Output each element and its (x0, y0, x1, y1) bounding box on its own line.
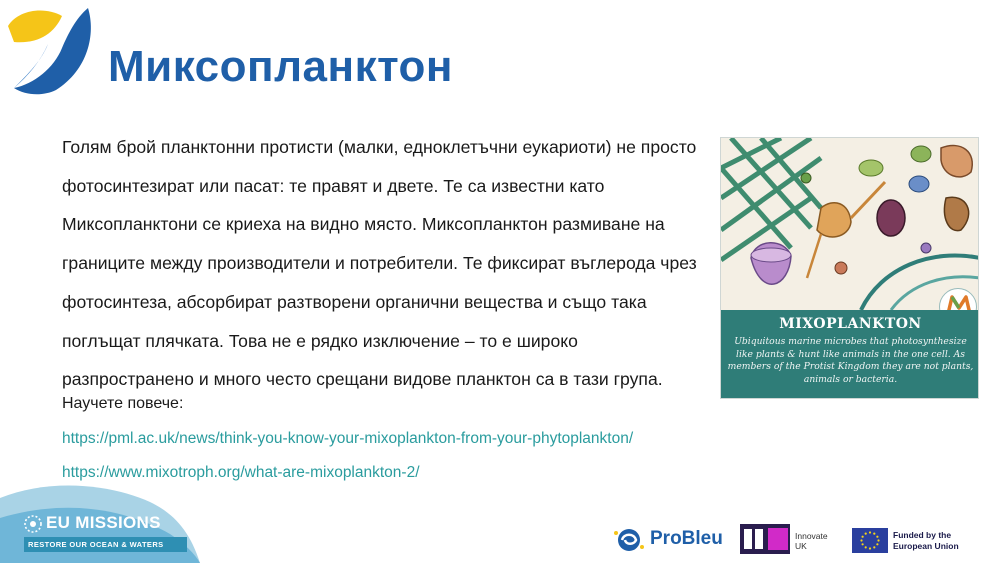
probleu-name: ProBleu (650, 528, 723, 549)
funded-by-eu-label: Funded by the European Union (893, 530, 959, 551)
body-paragraph: Голям брой планктонни протисти (малки, едноклетъчни еукариоти) не просто фотосинтезират или пасат: те правят и двете. Те са известни като Миксопланктони се криеха на видно място. Миксопланктон размиване на границите между производители и потребители. Те фиксират въглерода чрез фотосинтеза, абсорбират разтворени органични вещества и също така поглъщат плячката. Това не е рядко изключение – то е широко разпространено и много често срещани видове планктон са в тази група. (62, 137, 697, 390)
page-title: Миксопланктон (108, 42, 454, 91)
link-mixotroph[interactable]: https://www.mixotroph.org/what-are-mixoplankton-2/ (62, 464, 420, 481)
brand-logo-icon (4, 4, 100, 100)
innovate-uk-label: Innovate UK (795, 531, 828, 551)
learn-more-label: Научете повече: (62, 395, 184, 412)
eu-flag-icon (852, 528, 888, 553)
ukri-mark-icon (740, 524, 790, 554)
poster-description: Ubiquitous marine microbes that photosynthesize like plants & hunt like animals in the one cell. As members of the Protist Kingdom they are not plants, animals or bacteria. (727, 336, 974, 385)
probleu-swirl-icon (612, 527, 646, 553)
eu-missions-title: EU MISSIONS (46, 513, 161, 532)
plankton-illustration (721, 138, 979, 310)
eu-missions-logo (24, 512, 194, 552)
mixoplankton-poster (720, 137, 979, 399)
eu-funding-logo (852, 527, 992, 555)
poster-title: MIXOPLANKTON (779, 316, 922, 332)
probleu-logo (612, 526, 724, 554)
eu-missions-subtitle: RESTORE OUR OCEAN & WATERS (24, 537, 187, 552)
eu-stars-icon (24, 515, 42, 533)
ukri-logo (740, 524, 832, 556)
link-pml[interactable]: https://pml.ac.uk/news/think-you-know-your-mixoplankton-from-your-phytoplankton/ (62, 430, 634, 447)
poster-caption (721, 310, 979, 399)
